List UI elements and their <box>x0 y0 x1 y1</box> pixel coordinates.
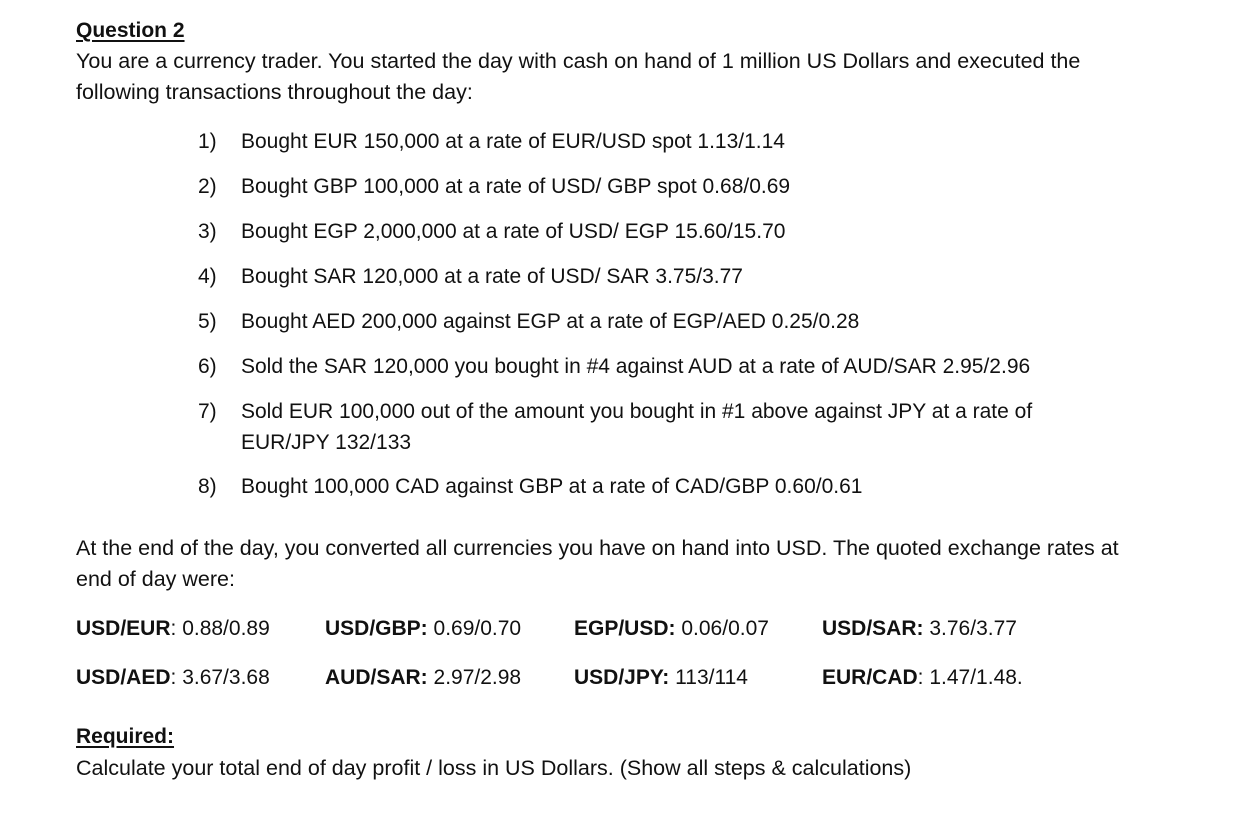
rate-pair: USD/EUR <box>76 617 171 640</box>
rate-separator: : <box>917 666 930 689</box>
rate-separator: : <box>170 617 183 640</box>
list-item-text: Bought SAR 120,000 at a rate of USD/ SAR 3.75/3.77 <box>241 265 743 288</box>
rate-value: 0.69/0.70 <box>433 617 522 640</box>
rate-usd-aed <box>76 666 270 690</box>
list-item-number: 4) <box>198 265 217 288</box>
rate-usd-gbp <box>325 617 521 641</box>
question-title: Question 2 <box>76 19 185 42</box>
rate-pair: USD/JPY: <box>574 666 670 689</box>
rate-pair: USD/AED <box>76 666 171 689</box>
rate-value: 3.67/3.68 <box>182 666 270 689</box>
list-item-number: 3) <box>198 220 217 243</box>
list-item-text: Bought EGP 2,000,000 at a rate of USD/ EGP 15.60/15.70 <box>241 220 786 243</box>
list-item-number: 8) <box>198 475 217 498</box>
question-intro: You are a currency trader. You started the day with cash on hand of 1 million US Dollars and executed the following transactions throughout the day: <box>76 49 1081 104</box>
list-item-text: Bought GBP 100,000 at a rate of USD/ GBP spot 0.68/0.69 <box>241 175 791 198</box>
rate-value: 0.88/0.89 <box>182 617 270 640</box>
rate-pair: EGP/USD: <box>574 617 676 640</box>
rate-aud-sar <box>325 666 521 690</box>
list-item-number: 7) <box>198 400 217 423</box>
list-item-text: Bought EUR 150,000 at a rate of EUR/USD spot 1.13/1.14 <box>241 130 785 153</box>
list-item-number: 1) <box>198 130 217 153</box>
list-item-text: Bought 100,000 CAD against GBP at a rate of CAD/GBP 0.60/0.61 <box>241 475 863 498</box>
list-item-number: 2) <box>198 175 217 198</box>
rate-usd-eur <box>76 617 270 641</box>
rate-egp-usd <box>574 617 769 641</box>
rate-pair: USD/GBP: <box>325 617 428 640</box>
required-title: Required: <box>76 725 175 748</box>
rate-pair: EUR/CAD <box>822 666 918 689</box>
rate-pair: AUD/SAR: <box>325 666 428 689</box>
list-item-text: Sold the SAR 120,000 you bought in #4 against AUD at a rate of AUD/SAR 2.95/2.96 <box>241 355 1031 378</box>
required-text: Calculate your total end of day profit / loss in US Dollars. (Show all steps & calculations) <box>76 756 912 780</box>
rate-pair: USD/SAR: <box>822 617 924 640</box>
end-of-day-text: At the end of the day, you converted all currencies you have on hand into USD. The quoted exchange rates at end of day were: <box>76 536 1119 591</box>
rate-usd-jpy <box>574 666 748 690</box>
rate-value: 0.06/0.07 <box>681 617 769 640</box>
rate-value: 3.76/3.77 <box>929 617 1017 640</box>
list-item-number: 6) <box>198 355 217 378</box>
rate-value: 113/114 <box>675 666 748 689</box>
rate-separator: : <box>170 666 183 689</box>
rate-value: 1.47/1.48. <box>929 666 1023 689</box>
list-item-text: Sold EUR 100,000 out of the amount you bought in #1 above against JPY at a rate of EUR/JPY 132/133 <box>241 400 1033 454</box>
list-item-text: Bought AED 200,000 against EGP at a rate of EGP/AED 0.25/0.28 <box>241 310 860 333</box>
rate-eur-cad <box>822 666 1023 690</box>
rate-value: 2.97/2.98 <box>433 666 522 689</box>
rate-usd-sar <box>822 617 1017 641</box>
list-item-number: 5) <box>198 310 217 333</box>
